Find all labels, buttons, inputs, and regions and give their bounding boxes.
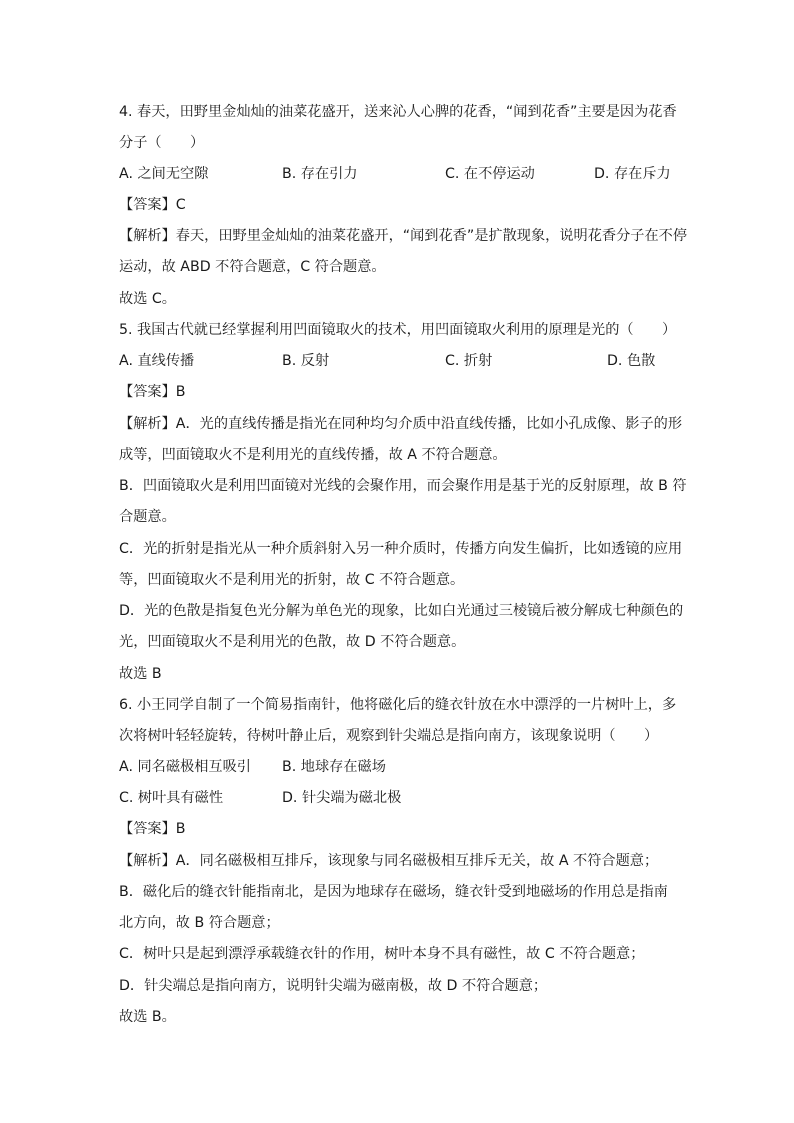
q6-stem-line2: 次将树叶轻轻旋转，待树叶静止后，观察到针尖端总是指向南方，该现象说明（ ） <box>119 728 659 744</box>
q5-conclusion: 故选 B <box>119 666 162 682</box>
q6-conclusion: 故选 B。 <box>119 1009 176 1025</box>
q4-option-a: A. 之间无空隙 <box>119 166 209 182</box>
q6-analysis-d-line1: D．针尖端总是指向南方，说明针尖端为磁南极，故 D 不符合题意； <box>119 978 548 994</box>
q4-conclusion: 故选 C。 <box>119 291 176 307</box>
q4-option-b: B. 存在引力 <box>282 166 358 182</box>
q5-analysis-c-line1: C．光的折射是指光从一种介质斜射入另一种介质时，传播方向发生偏折，比如透镜的应用 <box>119 541 683 557</box>
q6-analysis-b-line1: B．磁化后的缝衣针能指南北，是因为地球存在磁场，缝衣针受到地磁场的作用总是指南 <box>119 884 668 900</box>
q6-option-b: B. 地球存在磁场 <box>282 759 386 775</box>
q5-option-c: C. 折射 <box>445 353 493 369</box>
q6-option-d: D. 针尖端为磁北极 <box>282 790 402 806</box>
q4-answer: 【答案】C <box>119 197 186 213</box>
q6-answer: 【答案】B <box>119 821 186 837</box>
q5-analysis-a-line2: 成等，凹面镜取火不是利用光的直线传播，故 A 不符合题意。 <box>119 447 507 463</box>
q6-analysis-c-line1: C．树叶只是起到漂浮承载缝衣针的作用，树叶本身不具有磁性，故 C 不符合题意； <box>119 946 645 962</box>
q5-analysis-c-line2: 等，凹面镜取火不是利用光的折射，故 C 不符合题意。 <box>119 572 465 588</box>
q5-stem-line1: 5. 我国古代就已经掌握利用凹面镜取火的技术，用凹面镜取火利用的原理是光的（ ） <box>119 322 677 338</box>
q6-option-a: A. 同名磁极相互吸引 <box>119 759 251 775</box>
q5-option-b: B. 反射 <box>282 353 330 369</box>
q6-option-c: C. 树叶具有磁性 <box>119 790 224 806</box>
q5-analysis-b-line2: 合题意。 <box>119 509 176 525</box>
q6-stem-line1: 6. 小王同学自制了一个简易指南针，他将磁化后的缝衣针放在水中漂浮的一片树叶上，多 <box>119 697 677 713</box>
q5-analysis-d-line1: D．光的色散是指复色光分解为单色光的现象，比如白光通过三棱镜后被分解成七种颜色的 <box>119 603 684 619</box>
q6-analysis-b-line2: 北方向，故 B 符合题意； <box>119 915 280 931</box>
q4-stem-line1: 4. 春天，田野里金灿灿的油菜花盛开，送来沁人心脾的花香，“闻到花香”主要是因为花香 <box>119 104 677 120</box>
q5-answer: 【答案】B <box>119 384 186 400</box>
q5-analysis-a-line1: 【解析】A．光的直线传播是指光在同种均匀介质中沿直线传播，比如小孔成像、影子的形 <box>119 416 683 432</box>
q5-analysis-b-line1: B．凹面镜取火是利用凹面镜对光线的会聚作用，而会聚作用是基于光的反射原理，故 B 符 <box>119 478 687 494</box>
q5-option-a: A. 直线传播 <box>119 353 195 369</box>
q4-analysis-line1: 【解析】春天，田野里金灿灿的油菜花盛开，“闻到花香”是扩散现象，说明花香分子在不停 <box>119 228 688 244</box>
q4-option-c: C. 在不停运动 <box>445 166 535 182</box>
q5-analysis-d-line2: 光，凹面镜取火不是利用光的色散，故 D 不符合题意。 <box>119 634 466 650</box>
q6-analysis-a-line1: 【解析】A．同名磁极相互排斥，该现象与同名磁极相互排斥无关，故 A 不符合题意； <box>119 853 659 869</box>
q4-analysis-line2: 运动，故 ABD 不符合题意，C 符合题意。 <box>119 259 386 275</box>
q5-option-d: D. 色散 <box>607 353 656 369</box>
q4-stem-line2: 分子（ ） <box>119 135 205 151</box>
q4-option-d: D. 存在斥力 <box>594 166 671 182</box>
